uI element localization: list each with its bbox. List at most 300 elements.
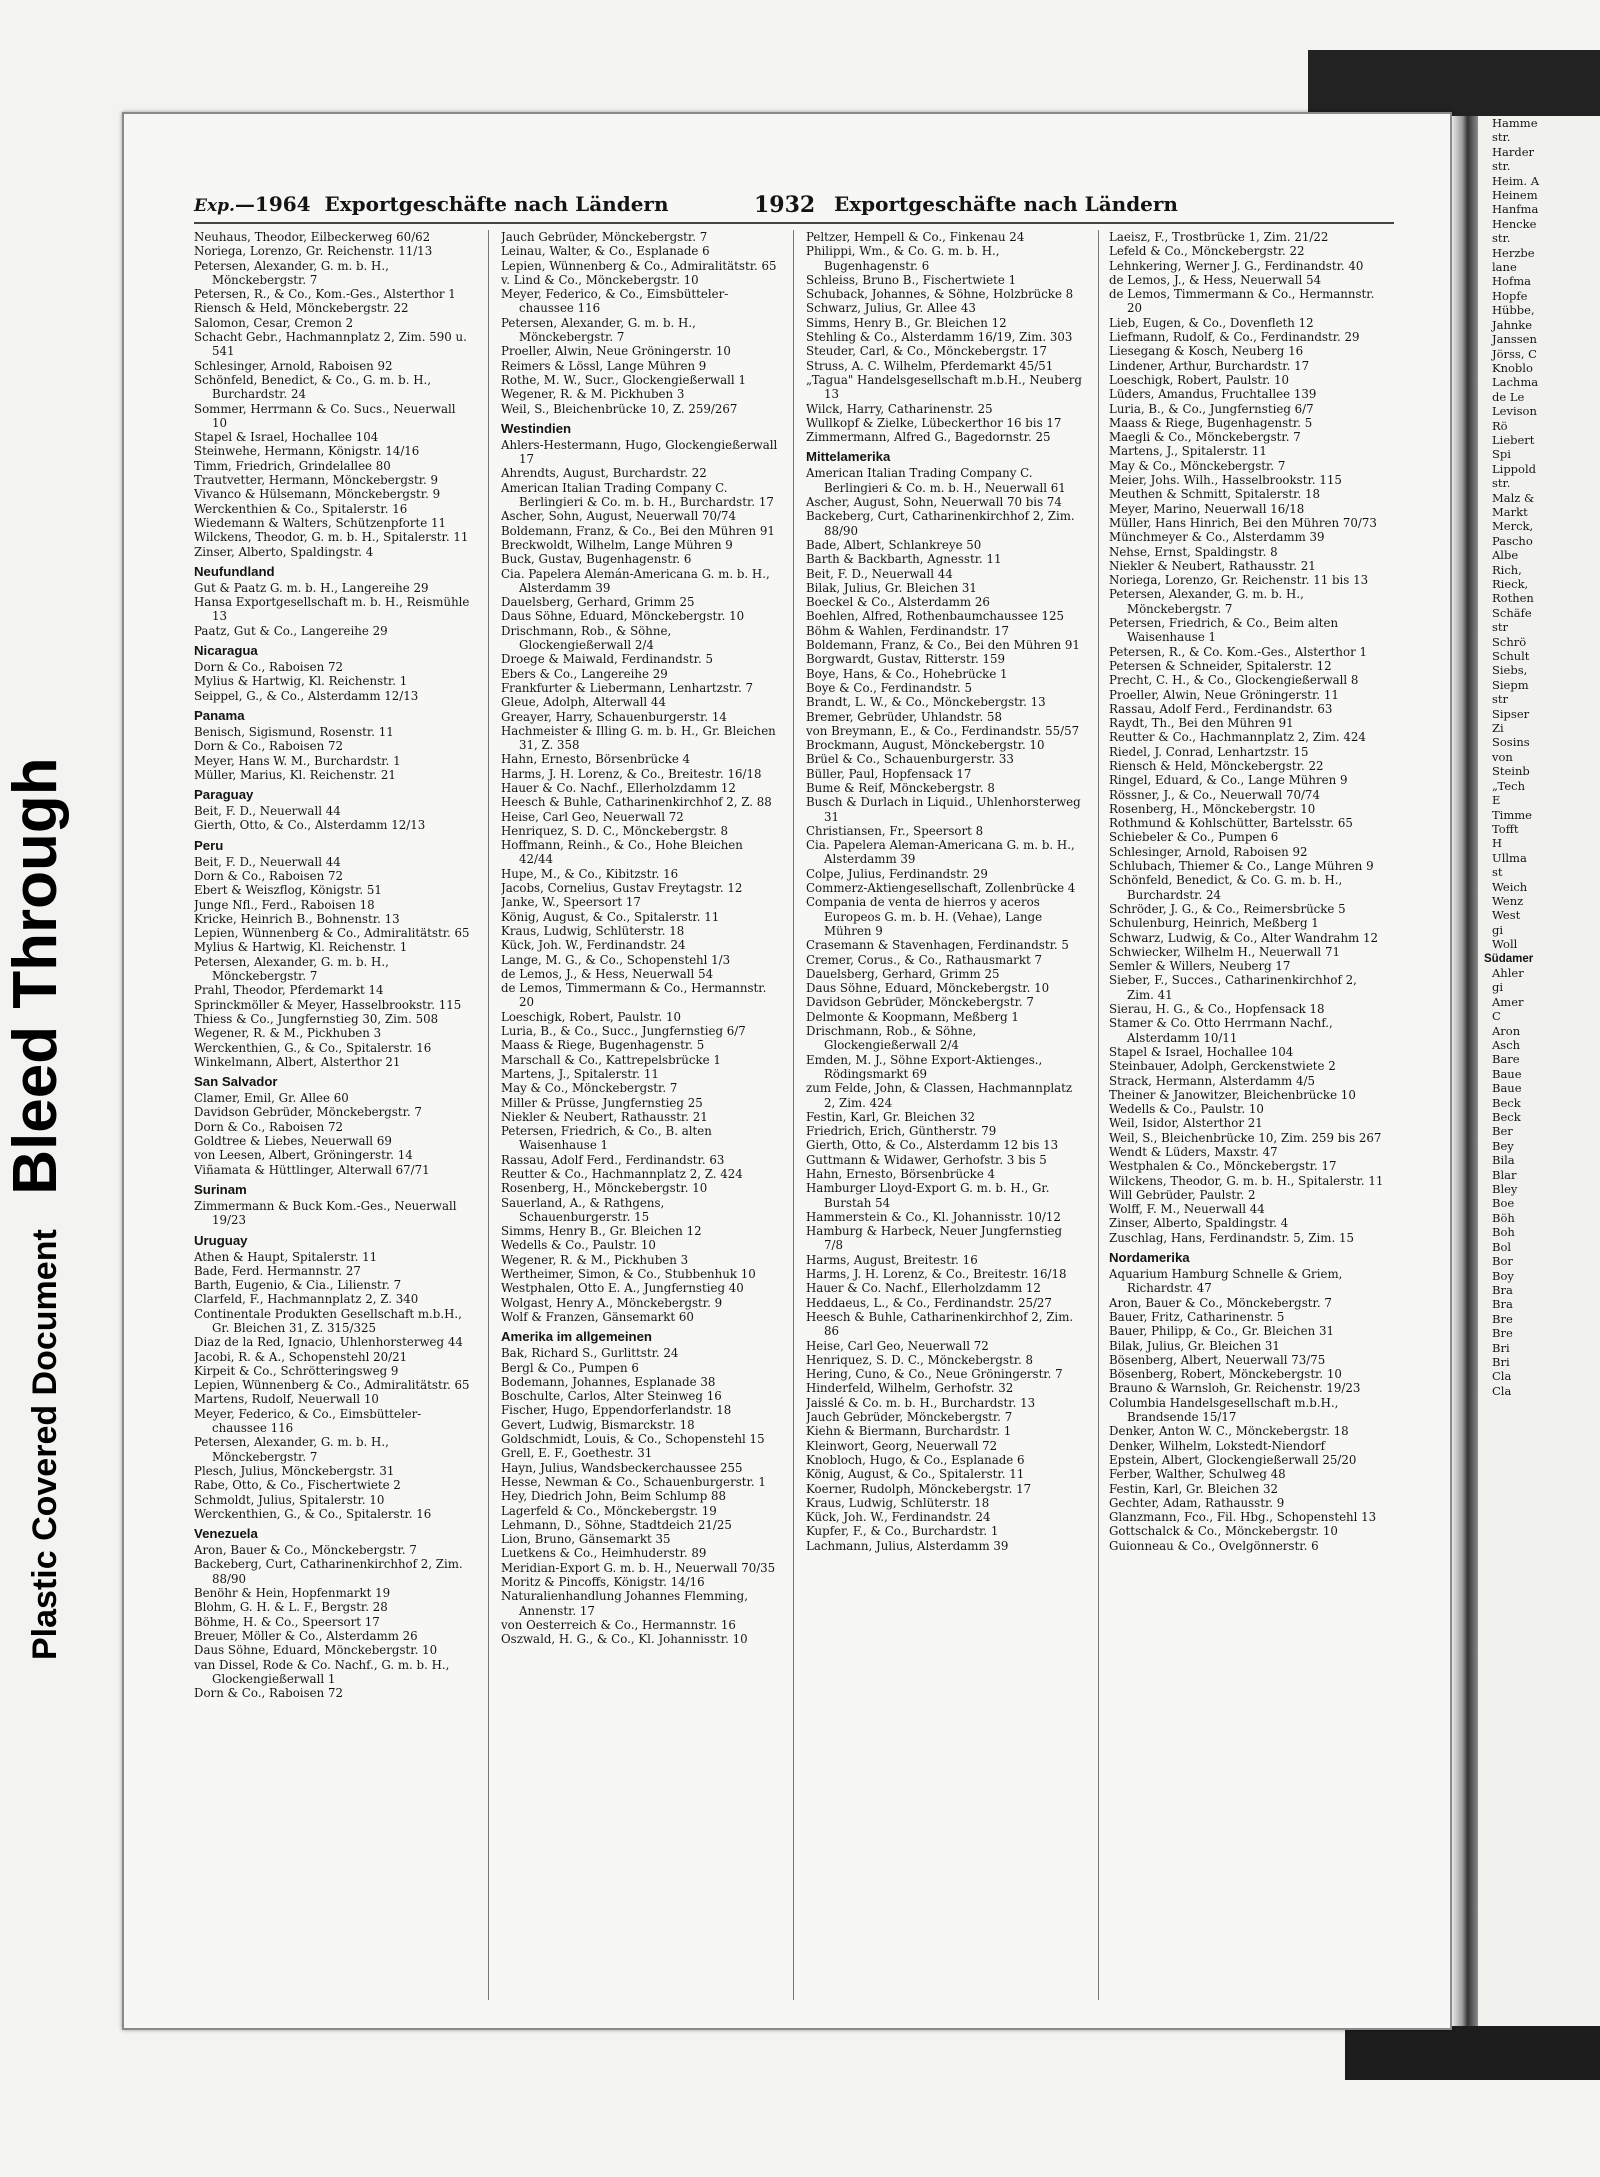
region-heading: Mittelamerika [806, 449, 891, 465]
directory-entry: de Lemos, J., & Hess, Neuerwall 54 [501, 966, 714, 981]
directory-entry: Zimmermann, Alfred G., Bagedornstr. 25 [806, 430, 1051, 445]
directory-entry: Kraus, Ludwig, Schlüterstr. 18 [806, 1495, 990, 1510]
directory-entry: Sprinckmöller & Meyer, Hasselbrookstr. 115 [194, 997, 462, 1012]
directory-entry: Wedells & Co., Paulstr. 10 [501, 1238, 656, 1253]
region-heading: Nordamerika [1109, 1250, 1190, 1266]
directory-entry: Münchmeyer & Co., Alsterdamm 39 [1109, 530, 1325, 545]
directory-entry: Gut & Paatz G. m. b. H., Langereihe 29 [194, 580, 429, 595]
directory-entry: Westphalen & Co., Mönckebergstr. 17 [1109, 1159, 1337, 1174]
column-divider [793, 230, 794, 2000]
directory-entry: Oszwald, H. G., & Co., Kl. Johannisstr. 10 [501, 1632, 748, 1647]
directory-entry: Hahn, Ernesto, Börsenbrücke 4 [501, 752, 691, 767]
adjacent-page-text: E [1492, 793, 1501, 808]
adjacent-page-text: Hamme [1492, 116, 1538, 130]
directory-entry: Rothmund & Kohlschütter, Bartelsstr. 65 [1109, 816, 1353, 831]
directory-entry: Petersen & Schneider, Spitalerstr. 12 [1109, 658, 1332, 673]
directory-entry: von Oesterreich & Co., Hermannstr. 16 [501, 1617, 736, 1632]
directory-entry: Borgwardt, Gustav, Ritterstr. 159 [806, 652, 1006, 667]
directory-entry: Guionneau & Co., Ovelgönnerstr. 6 [1109, 1538, 1319, 1553]
directory-entry: Schwarz, Julius, Gr. Allee 43 [806, 301, 976, 316]
directory-entry: Steinbauer, Adolph, Gerckenstwiete 2 [1109, 1059, 1336, 1074]
directory-entry: Luria, B., & Co., Jungfernstieg 6/7 [1109, 401, 1314, 416]
header-abbreviation: Exp. [194, 196, 235, 216]
directory-entry: Dauelsberg, Gerhard, Grimm 25 [806, 966, 1000, 981]
directory-entry: Bilak, Julius, Gr. Bleichen 31 [1109, 1338, 1280, 1353]
directory-entry: Ebers & Co., Langereihe 29 [501, 666, 668, 681]
directory-entry: Steinwehe, Hermann, Königstr. 14/16 [194, 444, 420, 459]
column-divider [488, 230, 489, 2000]
region-heading: Westindien [501, 420, 572, 436]
directory-entry: Rothe, M. W., Sucr., Glockengießerwall 1 [501, 372, 746, 387]
directory-entry: Delmonte & Koopmann, Meßberg 1 [806, 1009, 1019, 1024]
directory-entry: Trautvetter, Hermann, Mönckebergstr. 9 [194, 473, 439, 488]
adjacent-page-text: Bila [1492, 1153, 1515, 1168]
directory-entry: Lindener, Arthur, Burchardstr. 17 [1109, 358, 1310, 373]
adjacent-page-text: Rothen [1492, 591, 1534, 606]
directory-entry: May & Co., Mönckebergstr. 7 [501, 1081, 678, 1096]
adjacent-page-text: gi [1492, 980, 1504, 995]
directory-entry: Proeller, Alwin, Neue Gröningerstr. 11 [1109, 687, 1339, 702]
directory-entry: Reimers & Lössl, Lange Mühren 9 [501, 358, 707, 373]
directory-entry: Schwarz, Ludwig, & Co., Alter Wandrahm 12 [1109, 930, 1379, 945]
adjacent-page-text: Rieck, [1492, 577, 1529, 591]
directory-entry: Rosenberg, H., Mönckebergstr. 10 [1109, 801, 1316, 816]
adjacent-page-text: Asch [1492, 1038, 1521, 1052]
directory-entry: Jaisslé & Co. m. b. H., Burchardstr. 13 [806, 1395, 1036, 1410]
directory-entry: Zimmermann & Buck Kom.-Ges., Neuerwall 19/23 [194, 1198, 457, 1228]
directory-entry: Martens, J., Spitalerstr. 11 [501, 1066, 659, 1081]
directory-entry: Kück, Joh. W., Ferdinandstr. 24 [806, 1510, 991, 1525]
directory-entry: Wilck, Harry, Catharinenstr. 25 [806, 401, 993, 416]
directory-entry: Schlubach, Thiemer & Co., Lange Mühren 9 [1109, 859, 1374, 874]
directory-entry: Raydt, Th., Bei den Mühren 91 [1109, 716, 1294, 731]
directory-entry: Wegener, R. & M., Pickhuben 3 [501, 1252, 689, 1267]
directory-entry: Stapel & Israel, Hochallee 104 [1109, 1044, 1294, 1059]
directory-entry: Wilckens, Theodor, G. m. b. H., Spitalerstr. 11 [194, 530, 469, 545]
directory-entry: Lieb, Eugen, & Co., Dovenfleth 12 [1109, 315, 1314, 330]
directory-entry: Wolgast, Henry A., Mönckebergstr. 9 [501, 1295, 723, 1310]
directory-entry: American Italian Trading Company C. Berlingieri & Co. m. b. H., Neuerwall 61 [806, 466, 1066, 495]
adjacent-page-text: Cla [1492, 1369, 1512, 1384]
directory-entry: Commerz-Aktiengesellschaft, Zollenbrücke 4 [806, 881, 1076, 896]
directory-entry: Semler & Willers, Neuberg 17 [1109, 959, 1291, 974]
directory-entry: Schröder, J. G., & Co., Reimersbrücke 5 [1109, 901, 1346, 916]
adjacent-page-text: Boh [1492, 1225, 1515, 1240]
directory-entry: Schmoldt, Julius, Spitalerstr. 10 [194, 1492, 385, 1507]
adjacent-page-text: Levison [1492, 404, 1537, 419]
directory-entry: Will Gebrüder, Paulstr. 2 [1109, 1187, 1256, 1202]
directory-entry: Crasemann & Stavenhagen, Ferdinandstr. 5 [806, 938, 1069, 953]
directory-entry: Columbia Handelsgesellschaft m.b.H., Brandsende 15/17 [1109, 1395, 1339, 1425]
adjacent-page-text: Bey [1492, 1138, 1514, 1153]
directory-entry: de Lemos, Timmermann & Co., Hermannstr. 20 [501, 981, 767, 1010]
directory-entry: Backeberg, Curt, Catharinenkirchhof 2, Zim. 88/90 [194, 1557, 463, 1586]
directory-entry: Bume & Reif, Mönckebergstr. 8 [806, 780, 995, 795]
directory-entry: Plesch, Julius, Mönckebergstr. 31 [194, 1463, 395, 1478]
directory-entry: Aron, Bauer & Co., Mönckebergstr. 7 [194, 1543, 417, 1558]
directory-entry: Goldschmidt, Louis, & Co., Schopenstehl 15 [501, 1432, 765, 1447]
adjacent-page-text: Bor [1492, 1254, 1513, 1269]
directory-entry: Dorn & Co., Raboisen 72 [194, 1686, 343, 1701]
directory-entry: Müller, Marius, Kl. Reichenstr. 21 [194, 767, 396, 782]
directory-entry: Simms, Henry B., Gr. Bleichen 12 [501, 1224, 702, 1239]
directory-entry: Bilak, Julius, Gr. Bleichen 31 [806, 580, 977, 595]
header-page-number: —1964 [234, 192, 311, 216]
directory-entry: Ahlers-Hestermann, Hugo, Glockengießerwall 17 [501, 437, 778, 467]
directory-entry: Viñamata & Hüttlinger, Alterwall 67/71 [194, 1162, 430, 1177]
directory-entry: Lepien, Wünnenberg & Co., Admiralitätstr. 65 [501, 258, 777, 273]
adjacent-page-text: Merck, [1492, 519, 1534, 534]
directory-entry: Clarfeld, F., Hachmannplatz 2, Z. 340 [194, 1292, 419, 1307]
directory-entry: Daus Söhne, Eduard, Mönckebergstr. 10 [806, 981, 1050, 996]
directory-entry: Wertheimer, Simon, & Co., Stubbenhuk 10 [501, 1267, 756, 1282]
directory-entry: Loeschigk, Robert, Paulstr. 10 [501, 1009, 682, 1024]
header-rule [194, 222, 1394, 224]
adjacent-page-text: Ullma [1492, 850, 1527, 865]
adjacent-page-text: Ber [1492, 1124, 1513, 1139]
region-heading: Uruguay [194, 1232, 248, 1248]
directory-entry: Friedrich, Erich, Güntherstr. 79 [806, 1124, 997, 1139]
directory-entry: Kück, Joh. W., Ferdinandstr. 24 [501, 938, 686, 953]
directory-entry: Lange, M. G., & Co., Schopenstehl 1/3 [501, 952, 731, 967]
adjacent-page-text: Schrö [1492, 634, 1527, 649]
directory-entry: Maass & Riege, Bugenhagenstr. 5 [1109, 415, 1313, 430]
adjacent-page-text: Markt [1492, 504, 1528, 519]
directory-entry: Gechter, Adam, Rathausstr. 9 [1109, 1495, 1285, 1510]
directory-entry: Simms, Henry B., Gr. Bleichen 12 [806, 315, 1007, 330]
directory-entry: Noriega, Lorenzo, Gr. Reichenstr. 11 bis 13 [1109, 573, 1369, 588]
adjacent-page-text: Aron [1492, 1023, 1521, 1038]
directory-entry: Bremer, Gebrüder, Uhlandstr. 58 [806, 709, 1003, 724]
directory-entry: Peltzer, Hempell & Co., Finkenau 24 [806, 230, 1025, 244]
directory-entry: Guttmann & Widawer, Gerhofstr. 3 bis 5 [806, 1152, 1047, 1167]
directory-entry: Junge Nfl., Ferd., Raboisen 18 [194, 897, 375, 912]
directory-entry: Davidson Gebrüder, Mönckebergstr. 7 [806, 995, 1034, 1010]
directory-entry: Thiess & Co., Jungfernstieg 30, Zim. 508 [194, 1011, 439, 1026]
adjacent-page-text: Bre [1492, 1311, 1513, 1326]
directory-entry: v. Lind & Co., Mönckebergstr. 10 [501, 272, 699, 287]
directory-entry: Hachmeister & Illing G. m. b. H., Gr. Bleichen 31, Z. 358 [501, 723, 776, 753]
adjacent-page-text: Malz & [1492, 490, 1535, 505]
adjacent-page-text: Rich, [1492, 562, 1522, 577]
directory-entry: American Italian Trading Company C. Berlingieri & Co. m. b. H., Burchardstr. 17 [501, 480, 774, 510]
directory-entry: Kupfer, F., & Co., Burchardstr. 1 [806, 1524, 999, 1539]
adjacent-page-text: lane [1492, 260, 1517, 275]
directory-entry: Heesch & Buhle, Catharinenkirchhof 2, Zim. 86 [806, 1309, 1074, 1339]
adjacent-page-text: Lachma [1492, 375, 1539, 390]
directory-entry: Dorn & Co., Raboisen 72 [194, 868, 343, 883]
directory-entry: Breckwoldt, Wilhelm, Lange Mühren 9 [501, 537, 733, 552]
directory-entry: Lion, Bruno, Gänsemarkt 35 [501, 1532, 671, 1547]
adjacent-page-text: Spi [1492, 447, 1511, 462]
adjacent-page-text: Ahler [1492, 965, 1524, 980]
directory-entry: van Dissel, Rode & Co. Nachf., G. m. b. H., Glockengießerwall 1 [194, 1657, 450, 1686]
adjacent-page-text: Hopfe [1492, 288, 1528, 303]
directory-entry: Hoffmann, Reinh., & Co., Hohe Bleichen 42/44 [501, 838, 743, 867]
directory-entry: Wendt & Lüders, Maxstr. 47 [1109, 1145, 1278, 1159]
directory-entry: Marschall & Co., Kattrepelsbrücke 1 [501, 1052, 721, 1067]
directory-entry: König, August, & Co., Spitalerstr. 11 [806, 1467, 1025, 1482]
directory-entry: Rabe, Otto, & Co., Fischertwiete 2 [194, 1478, 401, 1493]
header-left-title: Exportgeschäfte nach Ländern [324, 192, 669, 216]
directory-entry: Wegener, R. & M. Pickhuben 3 [501, 387, 685, 402]
adjacent-page-text: de Le [1492, 389, 1525, 404]
directory-entry: Schlesinger, Arnold, Raboisen 92 [194, 358, 393, 373]
directory-entry: Niekler & Neubert, Rathausstr. 21 [1109, 558, 1316, 573]
directory-entry: Hammerstein & Co., Kl. Johannisstr. 10/12 [806, 1209, 1061, 1224]
header-right-title: Exportgeschäfte nach Ländern [834, 192, 1178, 216]
directory-entry: Aquarium Hamburg Schnelle & Griem, Richardstr. 47 [1109, 1267, 1343, 1296]
adjacent-page-text: Amer [1492, 994, 1524, 1009]
directory-entry: Ahrendts, August, Burchardstr. 22 [501, 466, 707, 481]
region-heading: Paraguay [194, 787, 254, 803]
directory-entry: Neuhaus, Theodor, Eilbeckerweg 60/62 [194, 230, 431, 244]
adjacent-page-text: str. [1492, 476, 1511, 491]
directory-entry: Bösenberg, Albert, Neuerwall 73/75 [1109, 1352, 1326, 1367]
adjacent-page-text: Siepm [1492, 677, 1529, 692]
directory-entry: Denker, Anton W. C., Mönckebergstr. 18 [1109, 1424, 1349, 1439]
adjacent-page-text: str. [1492, 159, 1511, 174]
directory-entry: Boeckel & Co., Alsterdamm 26 [806, 595, 990, 610]
directory-entry: Heddaeus, L., & Co., Ferdinandstr. 25/27 [806, 1295, 1052, 1310]
directory-entry: Benöhr & Hein, Hopfenmarkt 19 [194, 1586, 391, 1601]
directory-entry: Bak, Richard S., Gurlittstr. 24 [501, 1346, 679, 1361]
directory-entry: Blohm, G. H. & L. F., Bergstr. 28 [194, 1600, 388, 1615]
directory-entry: Meridian-Export G. m. b. H., Neuerwall 70/35 [501, 1560, 776, 1575]
directory-entry: Moritz & Pincoffs, Königstr. 14/16 [501, 1575, 705, 1590]
directory-entry: Ascher, August, Sohn, Neuerwall 70 bis 74 [806, 495, 1062, 510]
directory-entry: Petersen, Alexander, G. m. b. H., Mönckebergstr. 7 [1109, 587, 1304, 616]
directory-entry: Barth & Backbarth, Agnesstr. 11 [806, 552, 1002, 567]
directory-entry: Schacht Gebr., Hachmannplatz 2, Zim. 590 u. 541 [194, 330, 467, 359]
directory-entry: Dauelsberg, Gerhard, Grimm 25 [501, 595, 695, 610]
adjacent-page-text: Harder [1492, 144, 1535, 159]
directory-entry: Timm, Friedrich, Grindelallee 80 [194, 458, 391, 473]
directory-entry: Lefeld & Co., Mönckebergstr. 22 [1109, 244, 1305, 259]
directory-entry: Zinser, Alberto, Spaldingstr. 4 [194, 544, 374, 559]
region-heading: Peru [194, 837, 224, 853]
adjacent-page-text: Schäfe [1492, 605, 1532, 620]
adjacent-page-text: Bri [1492, 1340, 1510, 1355]
directory-entry: Koerner, Rudolph, Mönckebergstr. 17 [806, 1481, 1032, 1496]
directory-entry: Diaz de la Red, Ignacio, Uhlenhorsterweg 44 [194, 1335, 463, 1350]
directory-entry: König, August, & Co., Spitalerstr. 11 [501, 909, 720, 924]
directory-entry: von Leesen, Albert, Gröningerstr. 14 [194, 1148, 413, 1163]
book-spine [1452, 116, 1478, 2026]
column-1 [194, 230, 472, 2000]
directory-entry: Benisch, Sigismund, Rosenstr. 11 [194, 724, 394, 739]
directory-entry: Barth, Eugenio, & Cia., Lilienstr. 7 [194, 1278, 402, 1293]
region-heading: Neufundland [194, 563, 275, 579]
directory-entry: Boldemann, Franz, & Co., Bei den Mühren 91 [501, 523, 775, 538]
directory-entry: Hauer & Co. Nachf., Ellerholzdamm 12 [806, 1281, 1041, 1296]
directory-entry: Davidson Gebrüder, Mönckebergstr. 7 [194, 1105, 422, 1120]
directory-entry: Stapel & Israel, Hochallee 104 [194, 430, 379, 445]
directory-entry: Salomon, Cesar, Cremon 2 [194, 315, 354, 330]
directory-entry: Greayer, Harry, Schauenburgerstr. 14 [501, 709, 727, 724]
directory-entry: Maass & Riege, Bugenhagenstr. 5 [501, 1038, 705, 1053]
directory-entry: Werckenthien, G., & Co., Spitalerstr. 16 [194, 1506, 432, 1521]
directory-entry: Frankfurter & Liebermann, Lenhartzstr. 7 [501, 680, 754, 695]
directory-entry: Stamer & Co. Otto Herrmann Nachf., Alsterdamm 10/11 [1109, 1016, 1333, 1045]
adjacent-page-text: Böh [1492, 1210, 1515, 1225]
directory-entry: Rassau, Adolf Ferd., Ferdinandstr. 63 [501, 1152, 725, 1167]
directory-entry: Lepien, Wünnenberg & Co., Admiralitätstr. 65 [194, 926, 470, 941]
adjacent-page-text: Steinb [1492, 764, 1530, 779]
adjacent-page-text: str. [1492, 130, 1511, 145]
directory-entry: Böhm & Wahlen, Ferdinandstr. 17 [806, 623, 1010, 638]
adjacent-page-text: Liebert [1492, 432, 1535, 447]
directory-entry: Theiner & Janowitzer, Bleichenbrücke 10 [1109, 1087, 1356, 1102]
adjacent-page-text: Albe [1492, 548, 1519, 563]
directory-entry: Lagerfeld & Co., Mönckebergstr. 19 [501, 1503, 717, 1518]
directory-entry: Weil, S., Bleichenbrücke 10, Zim. 259 bis 267 [1109, 1130, 1382, 1145]
directory-entry: Bodemann, Johannes, Esplanade 38 [501, 1374, 716, 1389]
adjacent-page-fragment [1478, 116, 1600, 2026]
directory-entry: Continentale Produkten Gesellschaft m.b.H., Gr. Bleichen 31, Z. 315/325 [194, 1306, 462, 1335]
directory-entry: Wiedemann & Walters, Schützenpforte 11 [194, 515, 447, 530]
region-heading: San Salvador [194, 1074, 278, 1090]
directory-entry: Wullkopf & Zielke, Lübeckerthor 16 bis 17 [806, 415, 1062, 430]
adjacent-page-text: Jahnke [1492, 317, 1533, 332]
adjacent-page-text: Pascho [1492, 533, 1533, 548]
directory-entry: de Lemos, J., & Hess, Neuerwall 54 [1109, 272, 1322, 287]
adjacent-page-text: Hanfma [1492, 202, 1539, 217]
adjacent-page-text: Bol [1492, 1239, 1512, 1254]
adjacent-page-text: Jörss, C [1492, 346, 1537, 361]
adjacent-page-text: Weich [1492, 879, 1528, 894]
directory-entry: Wedells & Co., Paulstr. 10 [1109, 1102, 1264, 1117]
adjacent-page-text: H [1492, 836, 1503, 851]
directory-entry: Brandt, L. W., & Co., Mönckebergstr. 13 [806, 695, 1046, 710]
directory-entry: Gleue, Adolph, Alterwall 44 [501, 695, 666, 710]
directory-entry: Lehnkering, Werner J. G., Ferdinandstr. 40 [1109, 258, 1364, 273]
adjacent-page-text: Bre [1492, 1326, 1513, 1341]
directory-entry: Janke, W., Speersort 17 [501, 895, 641, 910]
directory-entry: Precht, C. H., & Co., Glockengießerwall 8 [1109, 673, 1359, 688]
adjacent-page-text: C [1492, 1009, 1501, 1024]
directory-entry: Kirpeit & Co., Schrötteringsweg 9 [194, 1363, 399, 1378]
adjacent-page-text: Herzbe [1492, 245, 1535, 260]
directory-entry: Bauer, Fritz, Catharinenstr. 5 [1109, 1309, 1285, 1324]
directory-entry: Harms, J. H. Lorenz, & Co., Breitestr. 16/18 [501, 766, 762, 781]
directory-entry: Breuer, Möller & Co., Alsterdamm 26 [194, 1628, 418, 1643]
directory-entry: Athen & Haupt, Spitalerstr. 11 [194, 1249, 378, 1264]
directory-entry: Colpe, Julius, Ferdinandstr. 29 [806, 866, 988, 881]
adjacent-page-text: Knoblo [1492, 360, 1533, 375]
directory-entry: de Lemos, Timmermann & Co., Hermannstr. 20 [1109, 287, 1375, 316]
directory-entry: Kiehn & Biermann, Burchardstr. 1 [806, 1424, 1012, 1439]
directory-entry: Noriega, Lorenzo, Gr. Reichenstr. 11/13 [194, 244, 433, 259]
adjacent-page-text: Boy [1492, 1268, 1514, 1283]
directory-entry: Goldtree & Liebes, Neuerwall 69 [194, 1134, 392, 1149]
directory-entry: Compania de venta de hierros y aceros Europeos G. m. b. H. (Vehae), Lange Mühren 9 [806, 895, 1043, 938]
directory-entry: Jauch Gebrüder, Mönckebergstr. 7 [806, 1410, 1013, 1425]
side-label-line-1: Plastic Covered Document [26, 1229, 64, 1660]
directory-entry: Aron, Bauer & Co., Mönckebergstr. 7 [1109, 1295, 1332, 1310]
directory-entry: Meyer, Hans W. M., Burchardstr. 1 [194, 753, 401, 768]
adjacent-page-text: von [1492, 749, 1513, 764]
directory-entry: Backeberg, Curt, Catharinenkirchhof 2, Zim. 88/90 [806, 509, 1075, 538]
directory-entry: Lehmann, D., Söhne, Stadtdeich 21/25 [501, 1517, 732, 1532]
directory-entry: Wilckens, Theodor, G. m. b. H., Spitalerstr. 11 [1109, 1173, 1384, 1188]
adjacent-page-text: Cla [1492, 1383, 1512, 1398]
adjacent-page-text: Heim. A [1492, 173, 1540, 188]
adjacent-page-text: Blar [1492, 1167, 1517, 1182]
directory-entry: Lüders, Amandus, Fruchtallee 139 [1109, 387, 1317, 402]
directory-entry: Büller, Paul, Hopfensack 17 [806, 766, 972, 781]
directory-entry: Dorn & Co., Raboisen 72 [194, 739, 343, 754]
adjacent-page-text: Hofma [1492, 274, 1531, 289]
directory-entry: Ringel, Eduard, & Co., Lange Mühren 9 [1109, 773, 1348, 788]
directory-entry: Emden, M. J., Söhne Export-Aktienges., Rödingsmarkt 69 [806, 1052, 1043, 1081]
adjacent-page-text: Bare [1492, 1052, 1520, 1067]
directory-entry: Boschulte, Carlos, Alter Steinweg 16 [501, 1389, 722, 1404]
directory-entry: Lepien, Wünnenberg & Co., Admiralitätstr. 65 [194, 1378, 470, 1393]
directory-entry: Prahl, Theodor, Pferdemarkt 14 [194, 983, 384, 998]
directory-entry: Hupe, M., & Co., Kibitzstr. 16 [501, 866, 679, 881]
directory-entry: Böhme, H. & Co., Speersort 17 [194, 1614, 380, 1629]
directory-entry: Ascher, Sohn, August, Neuerwall 70/74 [501, 509, 736, 524]
directory-entry: Gierth, Otto, & Co., Alsterdamm 12/13 [194, 818, 426, 833]
directory-entry: Hinderfeld, Wilhelm, Gerhofstr. 32 [806, 1381, 1014, 1396]
directory-entry: Petersen, Alexander, G. m. b. H., Mönckebergstr. 7 [194, 954, 389, 984]
region-heading: Venezuela [194, 1526, 258, 1542]
directory-entry: Schlesinger, Arnold, Raboisen 92 [1109, 844, 1308, 859]
adjacent-page-text: Beck [1492, 1095, 1521, 1110]
directory-entry: Hesse, Newman & Co., Schauenburgerstr. 1 [501, 1474, 766, 1489]
directory-entry: Buck, Gustav, Bugenhagenstr. 6 [501, 552, 692, 567]
adjacent-page-text: Bri [1492, 1354, 1510, 1369]
directory-entry: Jacobs, Cornelius, Gustav Freytagstr. 12 [501, 881, 743, 896]
directory-entry: Cia. Papelera Aleman-Americana G. m. b. H., Alsterdamm 39 [806, 838, 1075, 867]
adjacent-page-text: „Tech [1492, 778, 1525, 793]
directory-entry: Festin, Karl, Gr. Bleichen 32 [1109, 1481, 1278, 1496]
directory-entry: Rössner, J., & Co., Neuerwall 70/74 [1109, 787, 1320, 802]
directory-entry: Petersen, Alexander, G. m. b. H., Mönckebergstr. 7 [194, 258, 389, 287]
directory-entry: Henriquez, S. D. C., Mönckebergstr. 8 [806, 1352, 1034, 1367]
side-label-line-2: Bleed Through [1, 757, 70, 1195]
side-label-text [0, 640, 70, 1660]
directory-entry: Bergl & Co., Pumpen 6 [501, 1360, 639, 1375]
adjacent-page-text: Sipser [1492, 706, 1530, 721]
adjacent-page-text: gi [1492, 922, 1504, 937]
directory-entry: May & Co., Mönckebergstr. 7 [1109, 458, 1286, 473]
directory-entry: Beit, F. D., Neuerwall 44 [806, 566, 953, 581]
directory-entry: Heise, Carl Geo, Neuerwall 72 [806, 1338, 989, 1353]
adjacent-page-text: Lippold [1492, 461, 1537, 476]
directory-entry: Riensch & Held, Mönckebergstr. 22 [194, 301, 409, 316]
adjacent-page-text: Rö [1492, 418, 1508, 433]
directory-entry: Mylius & Hartwig, Kl. Reichenstr. 1 [194, 674, 408, 689]
directory-entry: Sommer, Herrmann & Co. Sucs., Neuerwall 10 [194, 401, 456, 430]
directory-entry: Heise, Carl Geo, Neuerwall 72 [501, 809, 684, 824]
directory-entry: Naturalienhandlung Johannes Flemming, Annenstr. 17 [501, 1589, 748, 1618]
directory-entry: Meyer, Marino, Neuerwall 16/18 [1109, 501, 1305, 516]
directory-entry: Gottschalck & Co., Mönckebergstr. 10 [1109, 1524, 1338, 1539]
directory-entry: Westphalen, Otto E. A., Jungfernstieg 40 [501, 1281, 744, 1296]
directory-entry: Droege & Maiwald, Ferdinandstr. 5 [501, 652, 713, 667]
directory-entry: Liesegang & Kosch, Neuberg 16 [1109, 344, 1304, 359]
directory-entry: Denker, Wilhelm, Lokstedt-Niendorf [1109, 1438, 1325, 1453]
directory-entry: Steuder, Carl, & Co., Mönckebergstr. 17 [806, 344, 1048, 359]
directory-entry: Hansa Exportgesellschaft m. b. H., Reismühle 13 [194, 595, 470, 624]
directory-entry: Rosenberg, H., Mönckebergstr. 10 [501, 1181, 708, 1196]
directory-entry: Cia. Papelera Alemán-Americana G. m. b. H., Alsterdamm 39 [501, 566, 770, 595]
directory-entry: Mylius & Hartwig, Kl. Reichenstr. 1 [194, 940, 408, 955]
directory-entry: Hauer & Co. Nachf., Ellerholzdamm 12 [501, 780, 736, 795]
directory-entry: Riedel, J. Conrad, Lenhartzstr. 15 [1109, 744, 1309, 759]
